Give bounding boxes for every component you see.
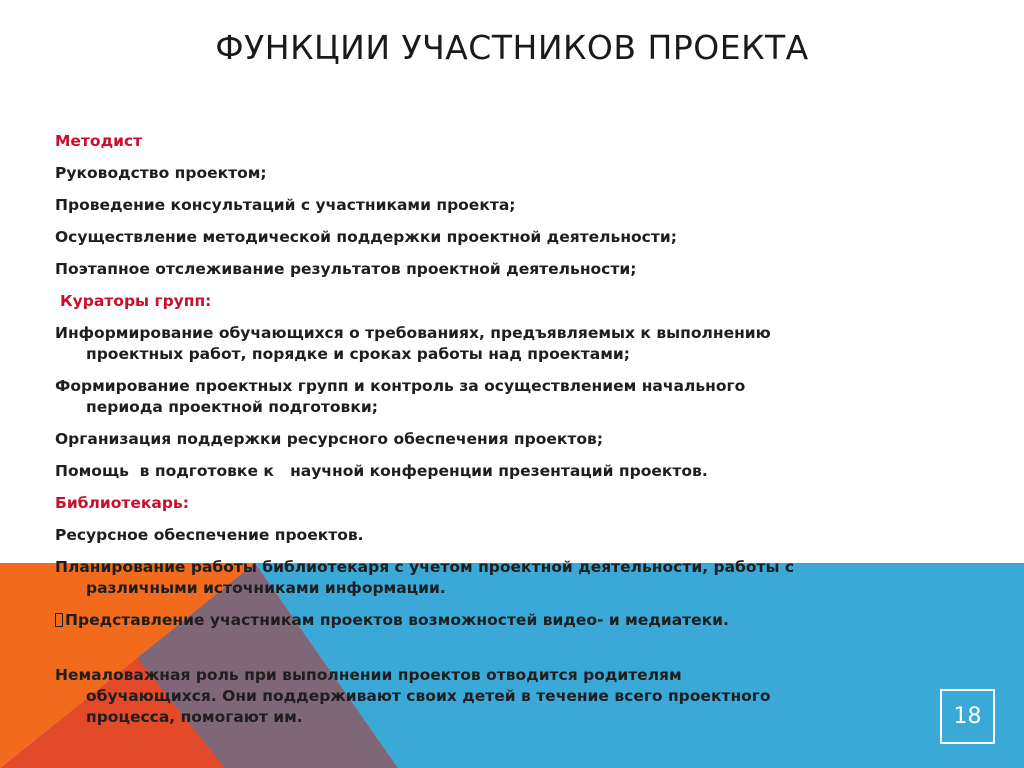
spacer [55, 642, 945, 665]
list-item: Руководство проектом; [55, 164, 267, 182]
list-item: Проведение консультаций с участниками проекта; [55, 196, 516, 214]
list-item-line: Информирование обучающихся о требованиях, предъявляемых к выполнению [55, 324, 771, 342]
section-heading-curators: Кураторы групп: [60, 292, 212, 310]
paragraph-line: Немаловажная роль при выполнении проектов отводится родителям [55, 666, 682, 684]
list-item [55, 376, 945, 418]
list-item-continuation: периода проектной подготовки; [86, 398, 378, 416]
list-item: Поэтапное отслеживание результатов проектной деятельности; [55, 260, 637, 278]
list-item: Ресурсное обеспечение проектов. [55, 526, 364, 544]
list-item-text: Представление участникам проектов возможностей видео- и медиатеки. [65, 611, 729, 629]
list-item [55, 557, 945, 599]
list-item-continuation: проектных работ, порядке и сроках работы над проектами; [86, 345, 630, 363]
slide-content [55, 131, 945, 739]
missing-glyph-icon [55, 613, 63, 627]
section-heading-librarian: Библиотекарь: [55, 494, 189, 512]
list-item-line: Формирование проектных групп и контроль за осуществлением начального [55, 377, 746, 395]
list-item: Помощь в подготовке к научной конференции презентаций проектов. [55, 462, 708, 480]
paragraph-continuation: процесса, помогают им. [86, 708, 303, 726]
list-item-line: Планирование работы библиотекаря с учетом проектной деятельности, работы с [55, 558, 795, 576]
paragraph-continuation: обучающихся. Они поддерживают своих детей в течение всего проектного [86, 687, 771, 705]
list-item: Организация поддержки ресурсного обеспечения проектов; [55, 430, 604, 448]
slide-title: ФУНКЦИИ УЧАСТНИКОВ ПРОЕКТА [215, 28, 809, 67]
page-number-box: 18 [940, 689, 995, 744]
section-heading-methodist: Методист [55, 132, 143, 150]
parents-paragraph [55, 665, 945, 728]
list-item [55, 323, 945, 365]
list-item: Осуществление методической поддержки проектной деятельности; [55, 228, 677, 246]
list-item-continuation: различными источниками информации. [86, 579, 446, 597]
list-item [55, 610, 945, 631]
